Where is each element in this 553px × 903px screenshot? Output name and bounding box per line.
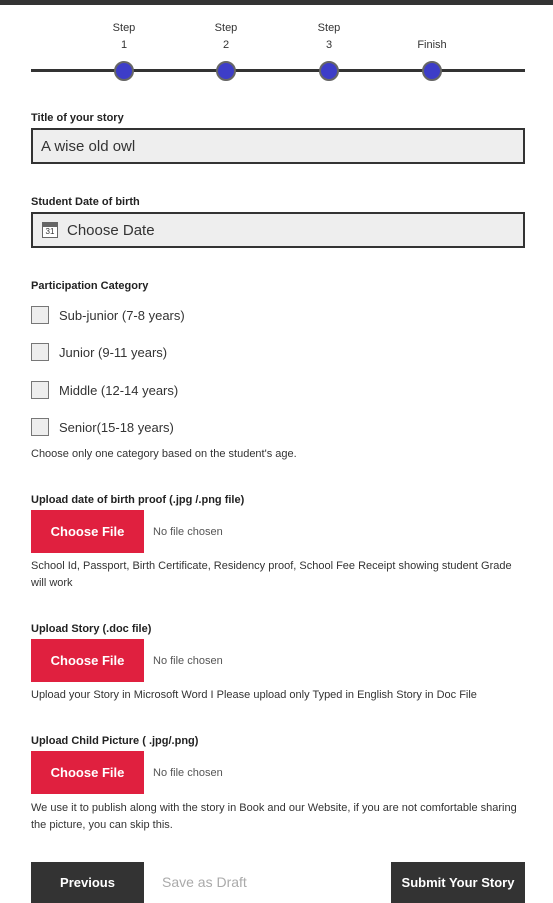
step-finish[interactable]: [392, 20, 472, 54]
step-3[interactable]: [289, 20, 369, 54]
option-label: Middle (12-14 years): [59, 382, 179, 398]
category-option-senior[interactable]: [31, 418, 174, 436]
calendar-icon: 31: [42, 222, 58, 238]
progress-stepper: [31, 20, 525, 90]
choose-file-button[interactable]: Choose File: [31, 510, 144, 553]
step-label: Finish: [417, 39, 447, 51]
category-option-middle[interactable]: [31, 381, 178, 399]
category-option-junior[interactable]: [31, 343, 167, 361]
dob-proof-label: Upload date of birth proof (.jpg /.png file): [31, 494, 245, 506]
step-label: Step 3: [317, 22, 341, 51]
stepper-track: [31, 69, 525, 72]
step-dot[interactable]: [114, 61, 134, 81]
picture-upload[interactable]: [31, 751, 223, 794]
file-status: No file chosen: [153, 654, 223, 667]
category-label: Participation Category: [31, 280, 149, 292]
file-status: No file chosen: [153, 766, 223, 779]
dob-field[interactable]: [31, 212, 525, 248]
dob-proof-help-text: School Id, Passport, Birth Certificate, Residency proof, School Fee Receipt showing student Grade will work: [31, 560, 512, 589]
step-dot[interactable]: [422, 61, 442, 81]
checkbox[interactable]: [31, 306, 49, 324]
story-title-field[interactable]: [31, 128, 525, 164]
story-title-label: Title of your story: [31, 112, 124, 124]
choose-file-button[interactable]: Choose File: [31, 751, 144, 794]
step-label: Step 1: [112, 22, 136, 51]
step-1[interactable]: [84, 20, 164, 54]
step-dot[interactable]: [319, 61, 339, 81]
step-2[interactable]: [186, 20, 266, 54]
step-label: Step 2: [214, 22, 238, 51]
option-label: Sub-junior (7-8 years): [59, 307, 185, 323]
story-upload-label: Upload Story (.doc file): [31, 623, 152, 635]
dob-proof-upload[interactable]: [31, 510, 223, 553]
step-dot[interactable]: [216, 61, 236, 81]
previous-button[interactable]: Previous: [31, 862, 144, 903]
checkbox[interactable]: [31, 418, 49, 436]
picture-upload-help-text: We use it to publish along with the story in Book and our Website, if you are not comfortable sharing the picture, you can skip this.: [31, 802, 517, 831]
dob-placeholder: Choose Date: [67, 221, 155, 239]
checkbox[interactable]: [31, 343, 49, 361]
story-upload[interactable]: [31, 639, 223, 682]
story-title-input[interactable]: [33, 138, 523, 155]
submit-story-button[interactable]: Submit Your Story: [391, 862, 525, 903]
file-status: No file chosen: [153, 525, 223, 538]
story-upload-help-text: Upload your Story in Microsoft Word I Please upload only Typed in English Story in Doc File: [31, 689, 477, 701]
option-label: Senior(15-18 years): [59, 419, 174, 435]
category-option-sub-junior[interactable]: [31, 306, 185, 324]
choose-file-button[interactable]: Choose File: [31, 639, 144, 682]
save-as-draft-button[interactable]: Save as Draft: [162, 874, 247, 890]
top-bar: [0, 0, 553, 5]
picture-upload-label: Upload Child Picture ( .jpg/.png): [31, 735, 199, 747]
category-help-text: Choose only one category based on the student's age.: [31, 448, 297, 460]
option-label: Junior (9-11 years): [59, 344, 168, 360]
dob-label: Student Date of birth: [31, 196, 140, 208]
checkbox[interactable]: [31, 381, 49, 399]
